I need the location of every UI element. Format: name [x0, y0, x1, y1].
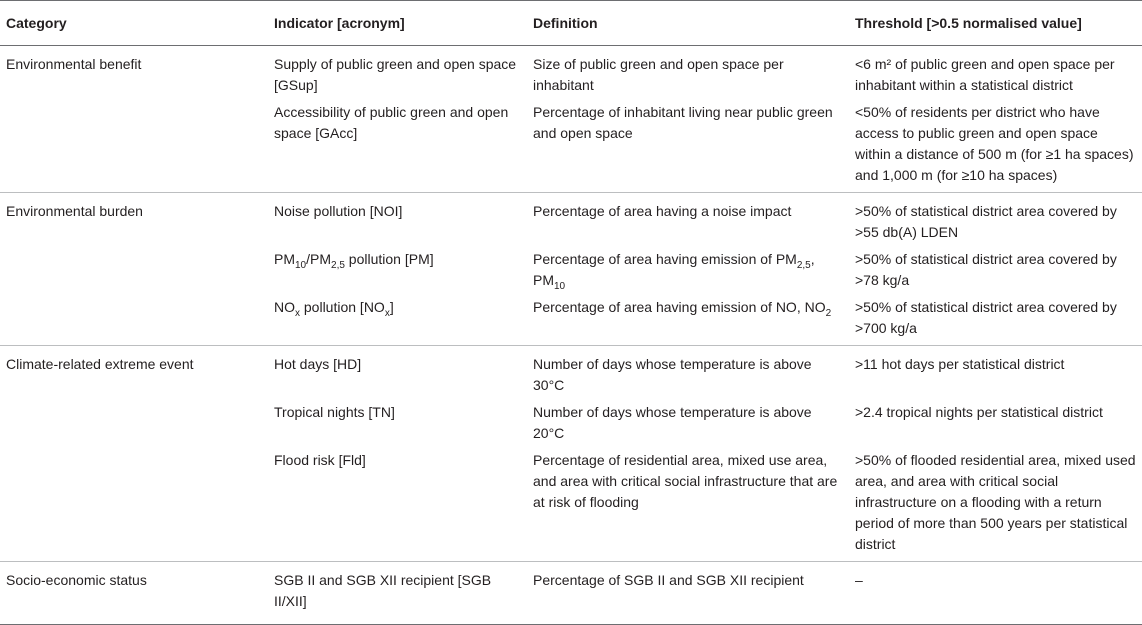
- indicator-cell: [268, 249, 527, 297]
- category-cell: [0, 297, 268, 346]
- table-row: [0, 450, 1142, 562]
- header-category: Category: [0, 1, 268, 46]
- definition-cell: Percentage of area having a noise impact: [527, 193, 849, 250]
- category-cell: Socio-economic status: [0, 562, 268, 625]
- table-row: [0, 46, 1142, 103]
- category-cell: Environmental benefit: [6, 56, 142, 72]
- subscript: 10: [554, 280, 566, 292]
- table-header: [0, 1, 1142, 46]
- header-definition: Definition: [527, 1, 849, 46]
- subscript: x: [384, 307, 390, 319]
- category-cell: Environmental burden: [0, 193, 268, 250]
- definition-cell: Number of days whose temperature is above 20°C: [533, 404, 812, 441]
- threshold-cell: >2.4 tropical nights per statistical district: [855, 404, 1103, 420]
- category-cell: Climate-related extreme event: [0, 346, 268, 403]
- threshold-cell: >50% of statistical district area covered by >55 db(A) LDEN: [849, 193, 1142, 250]
- indicator-cell: Noise pollution [NOI]: [268, 193, 527, 250]
- table-row: [0, 102, 1142, 193]
- subscript: 2,5: [796, 259, 811, 271]
- definition-cell: Percentage of inhabitant living near public green and open space: [533, 104, 833, 141]
- subscript: x: [295, 307, 300, 319]
- indicator-text: ]: [389, 299, 394, 315]
- definition-cell: [527, 249, 849, 297]
- threshold-cell: >50% of statistical district area covered by >700 kg/a: [855, 299, 1117, 336]
- category-cell: [0, 102, 268, 193]
- header-indicator: Indicator [acronym]: [268, 1, 527, 46]
- indicator-cell: SGB II and SGB XII recipient [SGB II/XII]: [268, 562, 527, 625]
- definition-text: Percentage of area having emission of NO, NO: [533, 299, 826, 315]
- table-row: [0, 402, 1142, 450]
- indicator-text: pollution [PM]: [344, 251, 434, 267]
- table-row: [0, 562, 1142, 625]
- subscript: 10: [295, 259, 307, 271]
- definition-cell: Percentage of SGB II and SGB XII recipient: [527, 562, 849, 625]
- threshold-cell: >11 hot days per statistical district: [849, 346, 1142, 403]
- header-row: [0, 1, 1142, 46]
- table-row: [0, 346, 1142, 403]
- table-body: [0, 46, 1142, 625]
- category-cell: [0, 249, 268, 297]
- definition-text: , PM: [533, 251, 815, 288]
- indicator-cell: [268, 297, 527, 346]
- threshold-cell: <6 m² of public green and open space per inhabitant within a statistical district: [855, 56, 1115, 93]
- definition-cell: Number of days whose temperature is above 30°C: [527, 346, 849, 403]
- indicator-cell: Hot days [HD]: [268, 346, 527, 403]
- table-row: [0, 193, 1142, 250]
- definition-cell: Percentage of residential area, mixed use area, and area with critical social infrastructure that are at risk of flooding: [533, 452, 838, 510]
- definition-text: Percentage of area having emission of PM: [533, 251, 797, 267]
- definition-cell: [527, 297, 849, 346]
- indicator-cell: Tropical nights [TN]: [274, 404, 395, 420]
- subscript: 2: [825, 307, 832, 319]
- definition-cell: Size of public green and open space per inhabitant: [533, 56, 784, 93]
- indicator-text: NO: [274, 299, 295, 315]
- threshold-cell: >50% of statistical district area covered by >78 kg/a: [855, 251, 1117, 288]
- category-cell: [0, 402, 268, 450]
- indicator-text: PM: [274, 251, 295, 267]
- indicator-cell: Flood risk [Fld]: [274, 452, 366, 468]
- threshold-cell: >50% of flooded residential area, mixed used area, and area with critical social infrastructure on a flooding with a return period of more than 500 years per statistical district: [855, 452, 1136, 552]
- threshold-cell: <50% of residents per district who have access to public green and open space within a distance of 500 m (for ≥1 ha spaces) and 1,000 m (for ≥10 ha spaces): [855, 104, 1134, 183]
- indicator-cell: Supply of public green and open space [GSup]: [274, 56, 517, 93]
- category-cell: [0, 450, 268, 562]
- indicator-text: pollution [NO: [300, 299, 385, 315]
- subscript: 2,5: [331, 259, 345, 271]
- table-row: [0, 249, 1142, 297]
- table-row: [0, 297, 1142, 346]
- header-threshold: Threshold [>0.5 normalised value]: [849, 1, 1142, 46]
- threshold-cell: –: [849, 562, 1142, 625]
- indicator-cell: Accessibility of public green and open space [GAcc]: [274, 104, 509, 141]
- indicator-text: /PM: [306, 251, 332, 267]
